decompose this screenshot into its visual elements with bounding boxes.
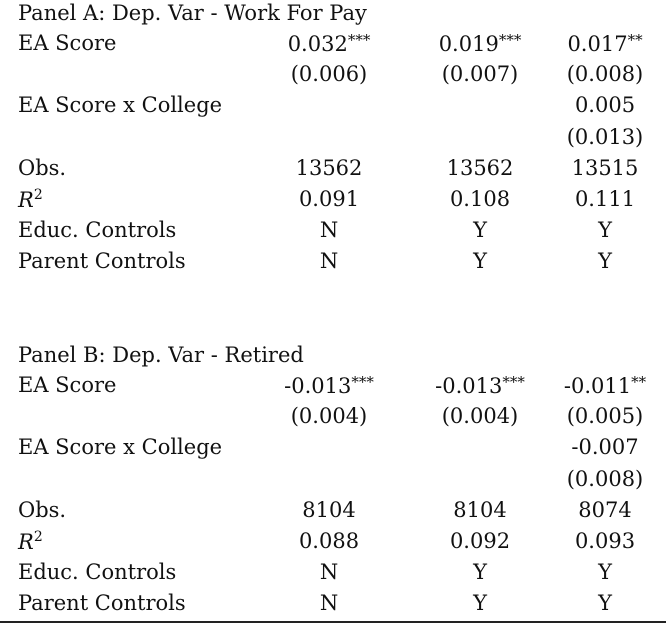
row-label: Educ. Controls bbox=[18, 560, 177, 585]
table-cell bbox=[564, 373, 646, 398]
table-cell bbox=[473, 249, 487, 273]
table-cell bbox=[291, 62, 368, 86]
table-row bbox=[0, 31, 670, 62]
table-cell bbox=[572, 156, 639, 180]
table-cell bbox=[299, 529, 359, 553]
cell-value: (0.008) bbox=[566, 466, 644, 491]
cell-value: Y bbox=[473, 249, 487, 274]
cell-value: (0.008) bbox=[566, 62, 644, 87]
table-cell bbox=[450, 187, 510, 211]
table-cell bbox=[571, 435, 638, 459]
row-label: Parent Controls bbox=[18, 591, 186, 616]
cell-value: N bbox=[319, 249, 339, 274]
cell-value: (0.004) bbox=[441, 404, 519, 429]
cell-value: (0.005) bbox=[566, 404, 644, 429]
cell-value: Y bbox=[598, 591, 612, 616]
cell-value: -0.013 bbox=[284, 374, 352, 398]
row-label bbox=[18, 187, 43, 212]
cell-value: -0.013 bbox=[435, 374, 503, 398]
cell-value: 0.093 bbox=[574, 529, 636, 553]
r-squared-label: $R^2$ bbox=[18, 187, 43, 212]
table-row bbox=[0, 156, 670, 187]
table-row bbox=[0, 218, 670, 249]
table-cell bbox=[284, 373, 374, 398]
significance-stars: ** bbox=[627, 31, 643, 49]
table-cell bbox=[320, 218, 338, 242]
cell-value: 8104 bbox=[302, 497, 356, 522]
cell-value: N bbox=[319, 560, 339, 585]
table-cell bbox=[447, 156, 514, 180]
significance-stars: *** bbox=[351, 373, 374, 391]
cell-value: 0.092 bbox=[449, 529, 511, 553]
cell-value: 0.005 bbox=[574, 93, 636, 118]
cell-value: -0.011 bbox=[563, 374, 632, 398]
table-row bbox=[0, 373, 670, 404]
table-cell bbox=[439, 31, 522, 56]
cell-value: 13562 bbox=[295, 155, 363, 180]
table-cell bbox=[320, 249, 338, 273]
table-cell bbox=[435, 373, 525, 398]
cell-value: 13515 bbox=[571, 155, 639, 180]
table-row bbox=[0, 560, 670, 591]
table-cell bbox=[299, 187, 359, 211]
cell-value: Y bbox=[598, 560, 612, 585]
cell-value: 0.088 bbox=[298, 529, 360, 553]
table-cell bbox=[567, 404, 644, 428]
table-row bbox=[0, 404, 670, 435]
significance-stars: *** bbox=[502, 373, 525, 391]
cell-value: (0.004) bbox=[290, 404, 368, 429]
cell-value: 0.017 bbox=[567, 32, 628, 56]
row-label: Obs. bbox=[18, 155, 67, 180]
table-cell bbox=[450, 529, 510, 553]
table-cell bbox=[302, 498, 355, 522]
significance-stars: *** bbox=[347, 31, 371, 49]
panel-title: Panel A: Dep. Var - Work For Pay bbox=[18, 1, 367, 25]
cell-value: Y bbox=[473, 591, 487, 616]
significance-stars: ** bbox=[631, 373, 647, 391]
cell-value: 0.032 bbox=[287, 32, 348, 56]
table-cell bbox=[578, 498, 631, 522]
cell-value: Y bbox=[473, 218, 487, 243]
cell-value: (0.013) bbox=[566, 124, 644, 149]
table-cell bbox=[598, 249, 612, 273]
row-label: Parent Controls bbox=[18, 249, 186, 274]
table-row bbox=[0, 62, 670, 93]
table-row bbox=[0, 435, 670, 466]
cell-value: (0.007) bbox=[441, 62, 519, 87]
table-cell bbox=[575, 93, 635, 117]
table-cell bbox=[442, 62, 519, 86]
table-cell bbox=[291, 404, 368, 428]
table-cell bbox=[473, 218, 487, 242]
row-label: Obs. bbox=[18, 497, 67, 522]
row-label bbox=[18, 529, 43, 554]
table-cell bbox=[453, 498, 506, 522]
r-squared-label: $R^2$ bbox=[18, 529, 43, 554]
table-cell bbox=[296, 156, 363, 180]
table-row bbox=[0, 498, 670, 529]
row-label: EA Score bbox=[18, 31, 117, 55]
row-label: EA Score bbox=[18, 373, 117, 397]
table-cell bbox=[442, 404, 519, 428]
table-cell bbox=[288, 31, 371, 56]
table-cell bbox=[473, 560, 487, 584]
cell-value: 13562 bbox=[446, 155, 514, 180]
cell-value: N bbox=[319, 591, 339, 616]
row-label: Educ. Controls bbox=[18, 218, 177, 243]
table-row bbox=[0, 187, 670, 218]
table-cell bbox=[567, 31, 642, 56]
table-row bbox=[0, 467, 670, 498]
table-cell bbox=[575, 187, 635, 211]
cell-value: 0.111 bbox=[574, 187, 636, 211]
table-cell bbox=[320, 560, 338, 584]
table-cell bbox=[473, 591, 487, 615]
cell-value: Y bbox=[598, 218, 612, 243]
table-cell bbox=[598, 560, 612, 584]
cell-value: 0.108 bbox=[449, 187, 511, 211]
cell-value: 8104 bbox=[453, 497, 507, 522]
cell-value: 8074 bbox=[578, 497, 632, 522]
table-cell bbox=[320, 591, 338, 615]
cell-value: Y bbox=[598, 249, 612, 274]
panel-title: Panel B: Dep. Var - Retired bbox=[18, 343, 304, 367]
cell-value: Y bbox=[473, 560, 487, 585]
table-row bbox=[0, 125, 670, 156]
table-cell bbox=[567, 62, 644, 86]
cell-value: N bbox=[319, 218, 339, 243]
table-cell bbox=[598, 591, 612, 615]
table-row bbox=[0, 529, 670, 560]
cell-value: (0.006) bbox=[290, 62, 368, 87]
cell-value: 0.091 bbox=[298, 187, 360, 211]
cell-value: 0.019 bbox=[438, 32, 499, 56]
table-cell bbox=[575, 529, 635, 553]
table-cell bbox=[567, 125, 644, 149]
table-row bbox=[0, 249, 670, 280]
significance-stars: *** bbox=[498, 31, 522, 49]
row-label: EA Score x College bbox=[18, 435, 223, 460]
cell-value: -0.007 bbox=[571, 435, 639, 460]
table-row bbox=[0, 93, 670, 124]
table-cell bbox=[567, 467, 644, 491]
row-label: EA Score x College bbox=[18, 93, 223, 118]
bottom-rule bbox=[0, 621, 666, 623]
table-cell bbox=[598, 218, 612, 242]
table-row bbox=[0, 591, 670, 622]
